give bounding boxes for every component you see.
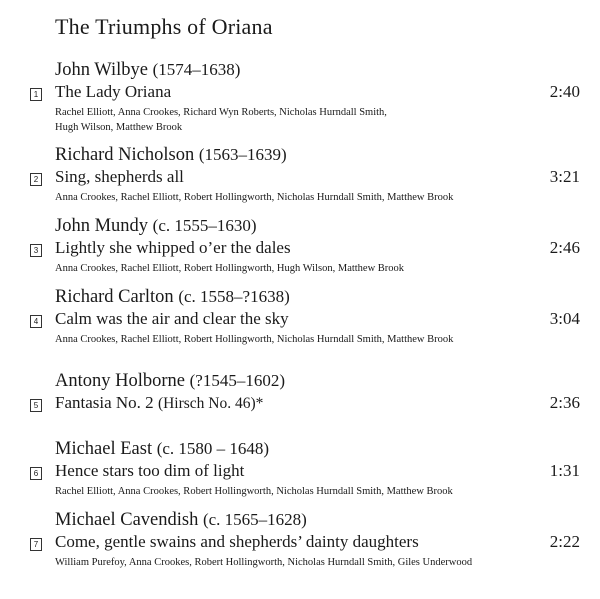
track-duration: 2:40 bbox=[549, 82, 580, 101]
track-duration: 2:22 bbox=[549, 532, 580, 551]
work-title: Fantasia No. 2 (Hirsch No. 46)* bbox=[55, 393, 264, 412]
performers: Rachel Elliott, Anna Crookes, Richard Wyn Roberts, Nicholas Hurndall Smith, Hugh Wilson, Matthew Brook bbox=[55, 107, 387, 133]
composer-name: Antony Holborne (?1545–1602) bbox=[55, 371, 285, 391]
composer-dates: (1563–1639) bbox=[198, 145, 287, 164]
track-number: 1 bbox=[30, 88, 42, 101]
composer-name: Richard Nicholson (1563–1639) bbox=[55, 145, 287, 165]
track-duration: 3:21 bbox=[549, 167, 580, 186]
work-title: Come, gentle swains and shepherds’ dainty daughters bbox=[55, 532, 419, 551]
composer-name: Michael Cavendish (c. 1565–1628) bbox=[55, 510, 307, 530]
work-title: Hence stars too dim of light bbox=[55, 461, 245, 480]
work-catalogue: (Hirsch No. 46)* bbox=[157, 395, 264, 412]
composer-name: John Mundy (c. 1555–1630) bbox=[55, 216, 257, 236]
track-duration: 1:31 bbox=[549, 461, 580, 480]
work-title: Lightly she whipped o’er the dales bbox=[55, 238, 291, 257]
work-title: The Lady Oriana bbox=[55, 82, 172, 101]
performers: Anna Crookes, Rachel Elliott, Robert Hollingworth, Hugh Wilson, Matthew Brook bbox=[55, 263, 405, 274]
performers: Anna Crookes, Rachel Elliott, Robert Hollingworth, Nicholas Hurndall Smith, Matthew Brook bbox=[55, 334, 454, 345]
work-title: Calm was the air and clear the sky bbox=[55, 309, 289, 328]
composer-name: Michael East (c. 1580 – 1648) bbox=[55, 439, 270, 459]
track-number: 3 bbox=[30, 244, 42, 257]
track-duration: 2:36 bbox=[549, 393, 580, 412]
composer-dates: (c. 1580 – 1648) bbox=[156, 439, 270, 458]
performers: Anna Crookes, Rachel Elliott, Robert Hollingworth, Nicholas Hurndall Smith, Matthew Brook bbox=[55, 192, 454, 203]
performers: Rachel Elliott, Anna Crookes, Robert Hollingworth, Nicholas Hurndall Smith, Matthew Brook bbox=[55, 486, 453, 497]
track-duration: 2:46 bbox=[549, 238, 580, 257]
track-number: 2 bbox=[30, 173, 42, 186]
composer-dates: (c. 1565–1628) bbox=[202, 510, 307, 529]
composer-dates: (c. 1558–?1638) bbox=[178, 287, 290, 306]
composer-name: John Wilbye (1574–1638) bbox=[55, 60, 241, 80]
performers: William Purefoy, Anna Crookes, Robert Hollingworth, Nicholas Hurndall Smith, Giles Underwood bbox=[55, 557, 473, 568]
track-number: 5 bbox=[30, 399, 42, 412]
track-number: 4 bbox=[30, 315, 42, 328]
composer-dates: (c. 1555–1630) bbox=[152, 216, 257, 235]
composer-dates: (?1545–1602) bbox=[189, 371, 285, 390]
composer-name: Richard Carlton (c. 1558–?1638) bbox=[55, 287, 290, 307]
track-number: 7 bbox=[30, 538, 42, 551]
page-title: The Triumphs of Oriana bbox=[55, 14, 273, 39]
work-title: Sing, shepherds all bbox=[55, 167, 184, 186]
track-number: 6 bbox=[30, 467, 42, 480]
track-duration: 3:04 bbox=[549, 309, 580, 328]
composer-dates: (1574–1638) bbox=[152, 60, 241, 79]
